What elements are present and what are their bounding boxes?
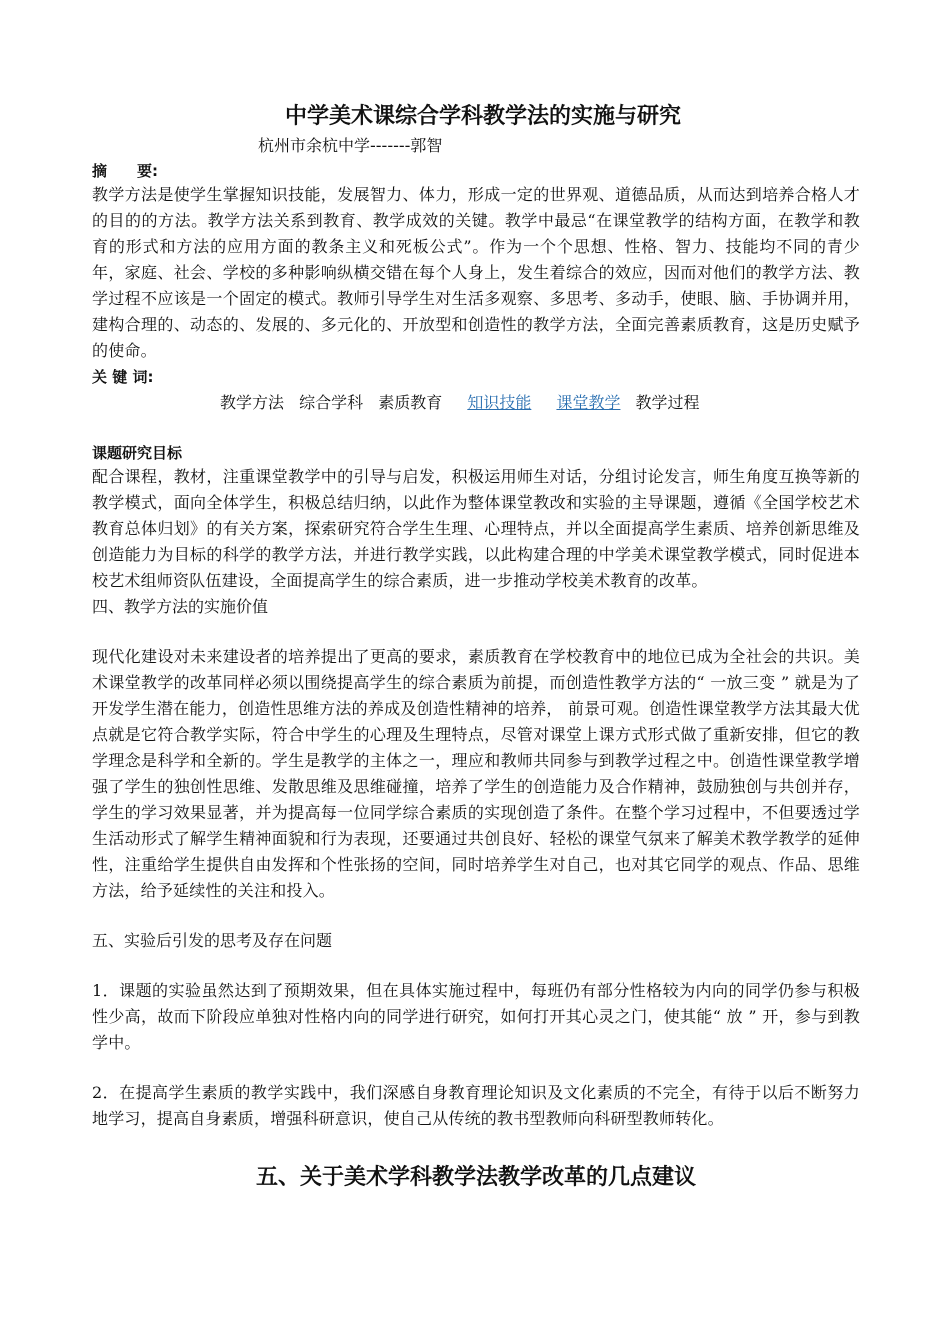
keywords-label: 关 键 词: [92, 368, 154, 386]
spacer [92, 620, 860, 644]
spacer [92, 418, 860, 440]
keyword: 综合学科 [299, 393, 364, 412]
section5-heading: 五、实验后引发的思考及存在问题 [92, 931, 333, 950]
section4-text: 现代化建设对未来建设者的培养提出了更高的要求，素质教育在学校教育中的地位已成为全社会的共识。美术课堂教学的改革同样必须以围绕提高学生的综合素质为前提，而创造性教学方法的“ 一放三变 ” 就是为了开发学生潜在能力，创造性思维方法的养成及创造性精神的培养， 前景可观。创造性课堂教学方法其最大优点就是它符合教学实际，符合中学生的心理及生理特点，尽管对课堂上课方式形式做了重新安排，但它的教学理念是科学和全新的。学生是教学的主体之一，理应和教师共同参与到教学过程之中。创造性课堂教学增强了学生的独创性思维、发散思维及思维碰撞，培养了学生的创造能力及合作精神，鼓励独创与共创并存，学生的学习效果显著，并为提高每一位同学综合素质的实现创造了条件。在整个学习过程中，不但要透过学生活动形式了解学生精神面貌和行为表现，还要通过共创良好、轻松的课堂气氛来了解美术教学教学的延伸性，注重给学生提供自由发挥和个性张扬的空间，同时培养学生对自己，也对其它同学的观点、作品、思维方法，给予延续性的关注和投入。 [92, 647, 860, 900]
abstract-label: 摘 要: [92, 162, 158, 180]
spacer [92, 904, 860, 928]
document-page [92, 100, 860, 1194]
abstract-text: 教学方法是使学生掌握知识技能，发展智力、体力，形成一定的世界观、道德品质，从而达到培养合格人才的目的的方法。教学方法关系到教育、教学成效的关键。教学中最忌“在课堂教学的结构方面，在教学和教育的形式和方法的应用方面的教条主义和死板公式”。作为一个个思想、性格、智力、技能均不同的青少年，家庭、社会、学校的多种影响纵横交错在每个人身上，发生着综合的效应，因而对他们的教学方法、教学过程不应该是一个固定的模式。教师引导学生对生活多观察、多思考、多动手，使眼、脑、手协调并用，建构合理的、动态的、发展的、多元化的、开放型和创造性的教学方法，全面完善素质教育，这是历史赋予的使命。 [92, 185, 860, 360]
keyword: 教学方法 [220, 393, 285, 412]
author-line: 杭州市余杭中学-------郭智 [258, 136, 443, 155]
goal-heading: 课题研究目标 [92, 444, 183, 462]
problem-item-2: 2．在提高学生素质的教学实践中，我们深感自身教育理论知识及文化素质的不完全，有待于以后不断努力地学习，提高自身素质，增强科研意识，使自己从传统的教书型教师向科研型教师转化。 [92, 1083, 860, 1128]
spacer [92, 954, 860, 978]
document-title: 中学美术课综合学科教学法的实施与研究 [284, 104, 681, 129]
section-heading: 五、关于美术学科教学法教学改革的几点建议 [255, 1165, 696, 1190]
keywords-row [92, 388, 860, 418]
goal-text: 配合课程，教材，注重课堂教学中的引导与启发，积极运用师生对话，分组讨论发言，师生角度互换等新的教学模式，面向全体学生，积极总结归纳，以此作为整体课堂教改和实验的主导课题，遵循《全国学校艺术教育总体归划》的有关方案，探索研究符合学生生理、心理特点，并以全面提高学生素质、培养创新思维及创造能力为目标的科学的教学方法，并进行教学实践，以此构建合理的中学美术课堂教学模式，同时促进本校艺术组师资队伍建设，全面提高学生的综合素质，进一步推动学校美术教育的改革。 [92, 467, 860, 590]
keyword-link[interactable]: 课堂教学 [556, 393, 621, 412]
keyword: 教学过程 [635, 393, 700, 412]
keyword: 素质教育 [378, 393, 443, 412]
keyword-link[interactable]: 知识技能 [467, 393, 532, 412]
spacer [92, 1132, 860, 1162]
section4-heading: 四、教学方法的实施价值 [92, 597, 269, 616]
spacer [92, 1056, 860, 1080]
problem-item-1: 1．课题的实验虽然达到了预期效果，但在具体实施过程中，每班仍有部分性格较为内向的同学仍参与积极性少高，故而下阶段应单独对性格内向的同学进行研究，如何打开其心灵之门，使其能“ 放 ” 开，参与到教学中。 [92, 981, 860, 1052]
